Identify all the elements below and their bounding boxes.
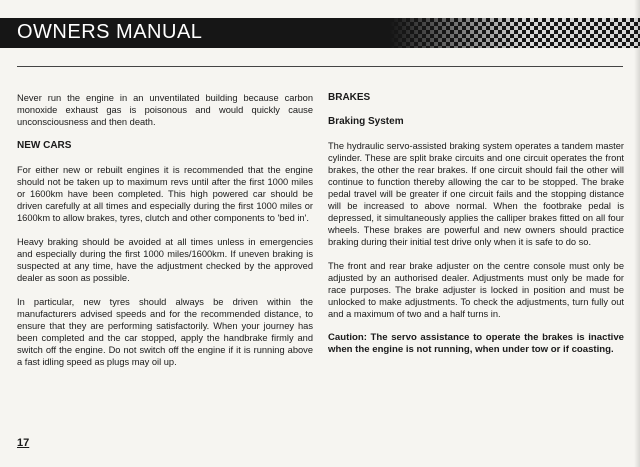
body-paragraph: The front and rear brake adjuster on the centre console must only be adjusted by an authorised dealer. Adjustments must only be made for race purposes. The brake adjuster is locked in position and must be unlocked to make adjustments. To check the adjustments, turn fully out and a maximum of two and a half turns in.	[328, 261, 624, 319]
body-paragraph: In particular, new tyres should always be driven within the manufacturers advised speeds and for the recommended distance, to ensure that they are performing satisfactorily. When your journey has been completed and the car stopped, apply the handbrake firmly and switch off the engine. Do not switch off the engine if it is running above a fast idling speed as plugs may oil up.	[17, 297, 313, 367]
new-cars-heading: NEW CARS	[17, 140, 72, 151]
left-column	[17, 92, 313, 380]
caution-note: Caution: The servo assistance to operate the brakes is inactive when the engine is not running, when under tow or if coasting.	[328, 332, 624, 355]
manual-title: OWNERS MANUAL	[17, 21, 203, 43]
braking-system-subheading: Braking System	[328, 116, 404, 127]
body-paragraph: For either new or rebuilt engines it is recommended that the engine should not be taken up to maximum revs until after the first 1000 miles or 1600km have been completed. This high powered car should be driven carefully at all times and especially during the first 1000 miles or 1600km to allow brakes, tyres, clutch and other components to 'bed in'.	[17, 165, 313, 223]
intro-paragraph: Never run the engine in an unventilated building because carbon monoxide exhaust gas is poisonous and would quickly cause unconsciousness and then death.	[17, 93, 313, 127]
checkered-flag-pattern	[390, 18, 640, 48]
page-edge-shadow	[634, 0, 640, 467]
body-paragraph: The hydraulic servo-assisted braking system operates a tandem master cylinder. These are split brake circuits and one circuit operates the front brakes, the other the rear brakes. If one circuit should fail the other will continue to function thereby allowing the car to be stopped. The brake pedal travel will be greater if one circuit fails and the stopping distance will be increased to above normal. When the footbrake pedal is depressed, it simultaneously applies the calliper brakes fitted on all four wheels. These brakes are powerful and new owners should practice braking during their initial test drive only when it is safe to do so.	[328, 141, 624, 247]
page-number: 17	[17, 437, 30, 449]
header-divider	[17, 66, 623, 67]
right-column	[328, 92, 624, 368]
body-paragraph: Heavy braking should be avoided at all times unless in emergencies and especially during the first 1000 miles/1600km. If uneven braking is suspected at any time, have the adjustment checked by the approved dealer as soon as possible.	[17, 237, 313, 283]
brakes-heading: BRAKES	[328, 92, 371, 103]
page-header	[0, 18, 640, 48]
